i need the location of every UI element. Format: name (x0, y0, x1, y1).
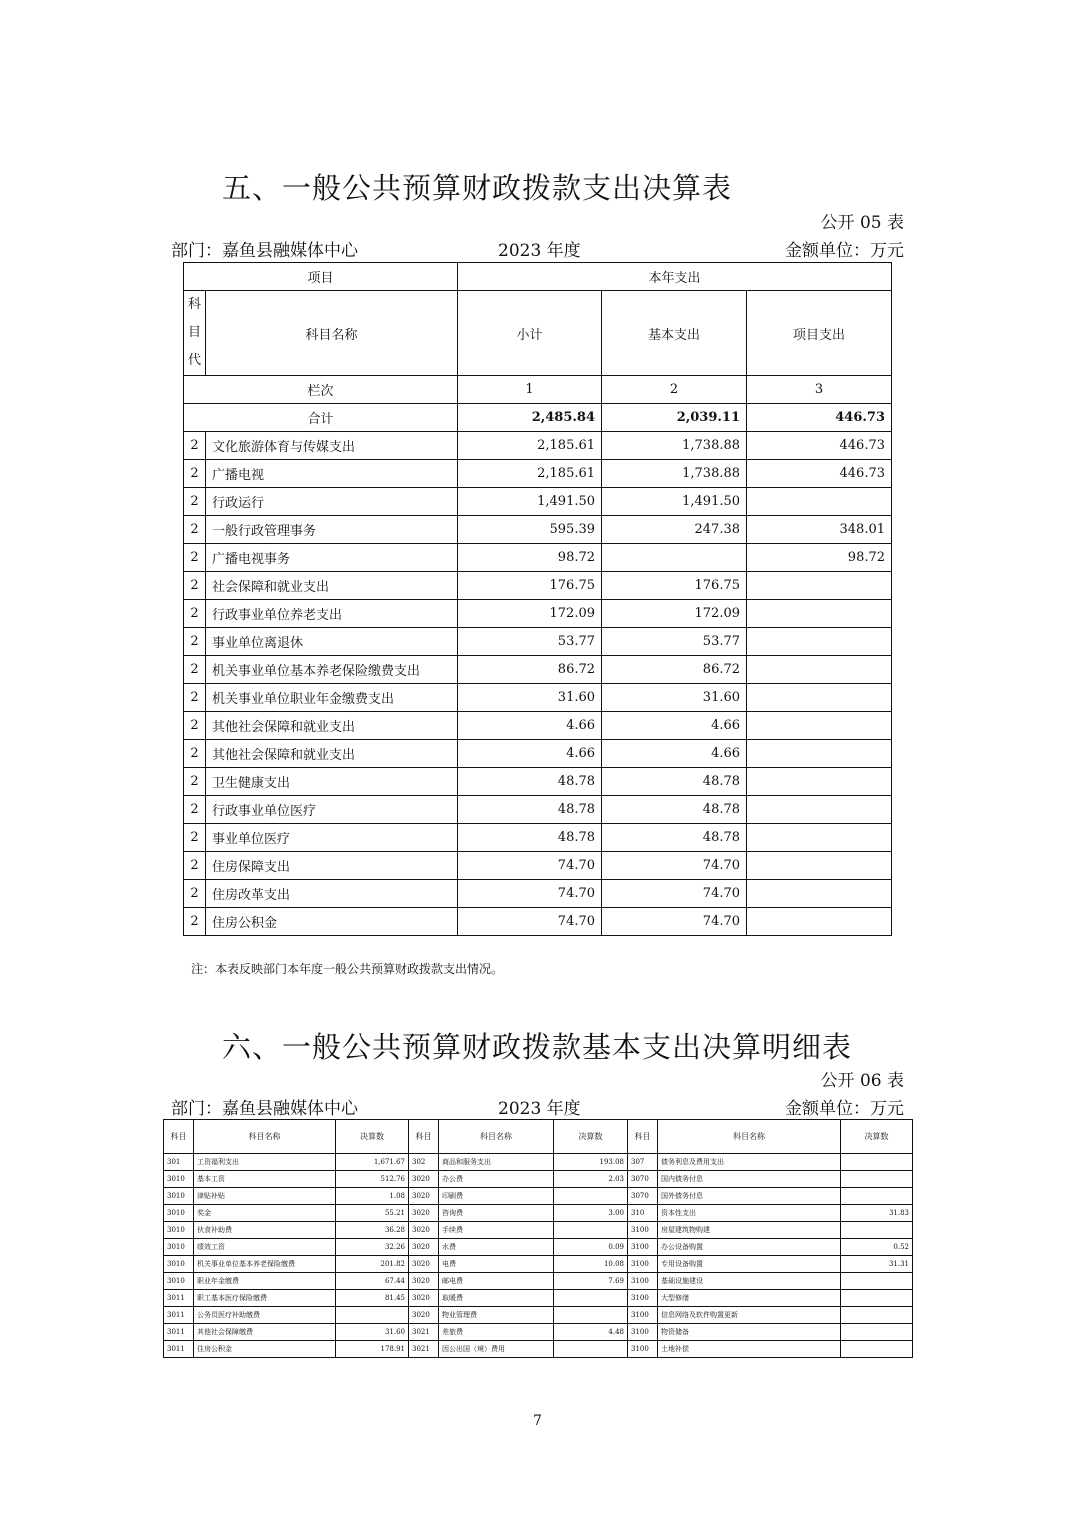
t5-table-code: 公开 05 表 (820, 213, 904, 233)
t5-table-row (184, 796, 892, 824)
t5-header-item: 项目 (184, 263, 458, 291)
t6-table-row (164, 1273, 913, 1290)
t6-amount: 1,671.67 (336, 1154, 409, 1171)
t5-row-code: 2 (184, 740, 206, 768)
t6-code: 3010 (164, 1256, 194, 1273)
t5-row-subject-name: 社会保障和就业支出 (206, 572, 458, 600)
t6-code: 301 (164, 1154, 194, 1171)
t5-table (183, 262, 892, 936)
t6-amount: 10.08 (554, 1256, 628, 1273)
t6-amount (336, 1307, 409, 1324)
t5-department: 部门：嘉鱼县融媒体中心 (171, 241, 358, 261)
t6-code: 3100 (628, 1273, 658, 1290)
t5-row-code: 2 (184, 824, 206, 852)
t6-subject-name: 债务利息及费用支出 (658, 1154, 841, 1171)
t6-code: 3011 (164, 1341, 194, 1358)
t6-subject-name: 信息网络及软件购置更新 (658, 1307, 841, 1324)
t6-code: 302 (409, 1154, 439, 1171)
t6-table-row (164, 1290, 913, 1307)
t5-row-basic: 4.66 (602, 740, 747, 768)
t5-row-basic: 74.70 (602, 880, 747, 908)
t6-code: 3070 (628, 1188, 658, 1205)
t5-row-project (747, 796, 892, 824)
t5-table-row (184, 880, 892, 908)
t5-row-code: 2 (184, 600, 206, 628)
t6-amount (841, 1290, 913, 1307)
t6-code: 3020 (409, 1188, 439, 1205)
t6-amount (841, 1307, 913, 1324)
t6-subject-name: 津贴补贴 (194, 1188, 336, 1205)
t5-table-row (184, 824, 892, 852)
t5-row-basic: 48.78 (602, 824, 747, 852)
t5-row-project (747, 600, 892, 628)
t5-table-row (184, 684, 892, 712)
t5-row-subject-name: 住房改革支出 (206, 880, 458, 908)
t5-row-code: 2 (184, 684, 206, 712)
t6-amount: 0.52 (841, 1239, 913, 1256)
t5-row-basic: 1,738.88 (602, 460, 747, 488)
t6-subject-name: 房屋建筑物购建 (658, 1222, 841, 1239)
t5-col-number: 2 (602, 376, 747, 404)
t5-row-basic: 74.70 (602, 908, 747, 936)
t6-year: 2023 年度 (498, 1099, 581, 1119)
t5-table-row (184, 740, 892, 768)
t6-amount (841, 1222, 913, 1239)
t5-row-subject-name: 广播电视事务 (206, 544, 458, 572)
t5-row-subject-name: 文化旅游体育与传媒支出 (206, 432, 458, 460)
t5-row-project (747, 740, 892, 768)
t5-row-code: 2 (184, 712, 206, 740)
t5-row-code: 2 (184, 460, 206, 488)
t6-table-row (164, 1307, 913, 1324)
t5-row-subtotal: 2,185.61 (458, 460, 602, 488)
t5-table-row (184, 852, 892, 880)
t6-subject-name: 电费 (439, 1256, 554, 1273)
t6-subject-name: 绩效工资 (194, 1239, 336, 1256)
t6-header-name: 科目名称 (194, 1120, 336, 1154)
t5-row-basic: 31.60 (602, 684, 747, 712)
t5-row-subject-name: 机关事业单位职业年金缴费支出 (206, 684, 458, 712)
t5-row-subtotal: 48.78 (458, 824, 602, 852)
t6-subject-name: 差旅费 (439, 1324, 554, 1341)
t6-code: 3100 (628, 1222, 658, 1239)
t5-row-number-label: 栏次 (184, 376, 458, 404)
t5-row-subject-name: 其他社会保障和就业支出 (206, 740, 458, 768)
t5-row-subject-name: 广播电视 (206, 460, 458, 488)
t6-subject-name: 奖金 (194, 1205, 336, 1222)
t5-header-subtotal: 小计 (458, 291, 602, 376)
t6-code: 3100 (628, 1239, 658, 1256)
t6-subject-name: 物业管理费 (439, 1307, 554, 1324)
t6-subject-name: 土地补偿 (658, 1341, 841, 1358)
t5-row-basic: 176.75 (602, 572, 747, 600)
t6-header-code: 科目 (628, 1120, 658, 1154)
t6-subject-name: 职业年金缴费 (194, 1273, 336, 1290)
t6-subject-name: 工资福利支出 (194, 1154, 336, 1171)
t6-amount: 201.82 (336, 1256, 409, 1273)
t5-row-project (747, 572, 892, 600)
t5-table-row (184, 544, 892, 572)
t6-subject-name: 邮电费 (439, 1273, 554, 1290)
t5-row-code: 2 (184, 516, 206, 544)
t5-row-subtotal: 53.77 (458, 628, 602, 656)
t6-code: 3020 (409, 1222, 439, 1239)
t6-code: 3020 (409, 1290, 439, 1307)
t6-code: 3020 (409, 1171, 439, 1188)
t5-row-subtotal: 98.72 (458, 544, 602, 572)
t5-row-project (747, 880, 892, 908)
t6-subject-name: 公务员医疗补助缴费 (194, 1307, 336, 1324)
t5-total-project: 446.73 (747, 404, 892, 432)
t5-row-subject-name: 行政事业单位医疗 (206, 796, 458, 824)
t5-row-code: 2 (184, 852, 206, 880)
t5-row-subtotal: 86.72 (458, 656, 602, 684)
t5-row-project: 446.73 (747, 460, 892, 488)
t5-row-project: 446.73 (747, 432, 892, 460)
t6-department: 部门：嘉鱼县融媒体中心 (171, 1099, 358, 1119)
t5-row-basic: 53.77 (602, 628, 747, 656)
t5-row-code: 2 (184, 768, 206, 796)
t6-amount (841, 1188, 913, 1205)
t5-row-code: 2 (184, 656, 206, 684)
t5-row-subject-name: 卫生健康支出 (206, 768, 458, 796)
t6-header-amount: 决算数 (554, 1120, 628, 1154)
t6-table-row (164, 1239, 913, 1256)
t6-subject-name: 水费 (439, 1239, 554, 1256)
t6-subject-name: 伙食补助费 (194, 1222, 336, 1239)
t5-row-project (747, 712, 892, 740)
t6-subject-name: 国内债务付息 (658, 1171, 841, 1188)
t6-code: 3070 (628, 1171, 658, 1188)
t5-row-project (747, 656, 892, 684)
t6-code: 3011 (164, 1290, 194, 1307)
t5-table-row (184, 572, 892, 600)
t5-title: 五、一般公共预算财政拨款支出决算表 (222, 171, 733, 205)
t6-amount: 31.83 (841, 1205, 913, 1222)
t6-code: 3100 (628, 1324, 658, 1341)
t5-row-code: 2 (184, 544, 206, 572)
t6-amount-unit: 金额单位：万元 (785, 1099, 904, 1119)
t5-row-basic: 4.66 (602, 712, 747, 740)
t5-row-code: 2 (184, 880, 206, 908)
t6-amount (554, 1290, 628, 1307)
t5-row-basic: 48.78 (602, 796, 747, 824)
t6-subject-name: 专用设备购置 (658, 1256, 841, 1273)
t6-amount (554, 1341, 628, 1358)
t6-table-row (164, 1171, 913, 1188)
t5-table-row (184, 600, 892, 628)
t6-amount: 31.60 (336, 1324, 409, 1341)
t5-row-code: 2 (184, 572, 206, 600)
t6-amount: 193.08 (554, 1154, 628, 1171)
t6-subject-name: 咨询费 (439, 1205, 554, 1222)
t6-amount: 31.31 (841, 1256, 913, 1273)
t5-row-code: 2 (184, 796, 206, 824)
t5-row-project (747, 852, 892, 880)
t6-subject-name: 印刷费 (439, 1188, 554, 1205)
t5-row-basic: 48.78 (602, 768, 747, 796)
t5-row-basic: 1,491.50 (602, 488, 747, 516)
t6-amount (841, 1171, 913, 1188)
t5-total-subtotal: 2,485.84 (458, 404, 602, 432)
t5-total-label: 合计 (184, 404, 458, 432)
t5-row-code: 2 (184, 628, 206, 656)
t6-code: 3020 (409, 1239, 439, 1256)
t5-row-subtotal: 1,491.50 (458, 488, 602, 516)
t5-row-basic: 74.70 (602, 852, 747, 880)
t6-code: 307 (628, 1154, 658, 1171)
t6-table-row (164, 1154, 913, 1171)
t5-row-basic: 1,738.88 (602, 432, 747, 460)
t6-amount: 3.00 (554, 1205, 628, 1222)
t6-code: 3011 (164, 1324, 194, 1341)
t5-table-row (184, 460, 892, 488)
t6-code: 3020 (409, 1307, 439, 1324)
t6-amount (554, 1222, 628, 1239)
t6-code: 3010 (164, 1239, 194, 1256)
t5-col-number: 1 (458, 376, 602, 404)
t6-subject-name: 手续费 (439, 1222, 554, 1239)
t6-code: 3100 (628, 1290, 658, 1307)
t5-row-subject-name: 行政运行 (206, 488, 458, 516)
t5-row-subject-name: 住房公积金 (206, 908, 458, 936)
t6-amount: 0.09 (554, 1239, 628, 1256)
t6-table-row (164, 1324, 913, 1341)
t5-row-project (747, 628, 892, 656)
page-number: 7 (533, 1413, 542, 1429)
t6-amount (841, 1324, 913, 1341)
t5-table-row (184, 628, 892, 656)
t5-row-code: 2 (184, 488, 206, 516)
t5-row-subtotal: 2,185.61 (458, 432, 602, 460)
t6-code: 3011 (164, 1307, 194, 1324)
t6-amount: 4.48 (554, 1324, 628, 1341)
t6-code: 3010 (164, 1205, 194, 1222)
t5-row-project (747, 768, 892, 796)
t5-row-subtotal: 595.39 (458, 516, 602, 544)
t6-amount: 512.76 (336, 1171, 409, 1188)
t6-title: 六、一般公共预算财政拨款基本支出决算明细表 (222, 1030, 853, 1064)
t6-amount: 81.45 (336, 1290, 409, 1307)
t5-row-subtotal: 74.70 (458, 852, 602, 880)
t5-total-basic: 2,039.11 (602, 404, 747, 432)
t6-amount: 7.69 (554, 1273, 628, 1290)
t6-header-name: 科目名称 (439, 1120, 554, 1154)
t6-header-name: 科目名称 (658, 1120, 841, 1154)
t6-code: 3020 (409, 1273, 439, 1290)
t5-row-project: 98.72 (747, 544, 892, 572)
t5-row-project: 348.01 (747, 516, 892, 544)
t6-table-row (164, 1188, 913, 1205)
t5-row-subtotal: 4.66 (458, 712, 602, 740)
t6-header-code: 科目 (409, 1120, 439, 1154)
t5-row-subtotal: 176.75 (458, 572, 602, 600)
t5-header-code-char: 目 (187, 325, 201, 340)
t5-row-subject-name: 机关事业单位基本养老保险缴费支出 (206, 656, 458, 684)
t5-header-code (184, 291, 206, 376)
t6-subject-name: 机关事业单位基本养老保险缴费 (194, 1256, 336, 1273)
t6-code: 3010 (164, 1273, 194, 1290)
t6-code: 3010 (164, 1188, 194, 1205)
t5-table-row (184, 712, 892, 740)
t5-table-row (184, 656, 892, 684)
t5-table-row (184, 432, 892, 460)
t6-code: 3021 (409, 1341, 439, 1358)
t5-col-number: 3 (747, 376, 892, 404)
t5-row-subtotal: 172.09 (458, 600, 602, 628)
t5-row-subject-name: 一般行政管理事务 (206, 516, 458, 544)
t5-row-subtotal: 31.60 (458, 684, 602, 712)
t6-amount: 55.21 (336, 1205, 409, 1222)
t5-row-code: 2 (184, 432, 206, 460)
t6-code: 3100 (628, 1341, 658, 1358)
t6-code: 310 (628, 1205, 658, 1222)
t6-subject-name: 大型修缮 (658, 1290, 841, 1307)
t6-table-row (164, 1222, 913, 1239)
t5-row-subject-name: 事业单位医疗 (206, 824, 458, 852)
t6-table-row (164, 1341, 913, 1358)
t5-table-row (184, 768, 892, 796)
t6-subject-name: 其他社会保障缴费 (194, 1324, 336, 1341)
t6-header-amount: 决算数 (336, 1120, 409, 1154)
t5-table-row (184, 488, 892, 516)
t6-subject-name: 住房公积金 (194, 1341, 336, 1358)
t6-code: 3021 (409, 1324, 439, 1341)
t6-amount: 32.26 (336, 1239, 409, 1256)
t6-table-code: 公开 06 表 (820, 1071, 904, 1091)
t5-header-subject-name: 科目名称 (206, 291, 458, 376)
t6-amount (841, 1273, 913, 1290)
t5-row-code: 2 (184, 908, 206, 936)
t6-subject-name: 基础设施建设 (658, 1273, 841, 1290)
t5-row-subtotal: 74.70 (458, 908, 602, 936)
t6-subject-name: 国外债务付息 (658, 1188, 841, 1205)
t6-table-row (164, 1205, 913, 1222)
t6-code: 3020 (409, 1256, 439, 1273)
t6-amount: 1.08 (336, 1188, 409, 1205)
t5-year: 2023 年度 (498, 241, 581, 261)
t6-subject-name: 取暖费 (439, 1290, 554, 1307)
t6-subject-name: 物资储备 (658, 1324, 841, 1341)
t6-amount (841, 1341, 913, 1358)
t5-row-project (747, 684, 892, 712)
t5-table-row (184, 516, 892, 544)
t5-row-subject-name: 住房保障支出 (206, 852, 458, 880)
t5-row-subject-name: 行政事业单位养老支出 (206, 600, 458, 628)
t5-row-subtotal: 74.70 (458, 880, 602, 908)
t6-header-code: 科目 (164, 1120, 194, 1154)
t6-subject-name: 因公出国（境）费用 (439, 1341, 554, 1358)
t6-table-row (164, 1256, 913, 1273)
t6-subject-name: 商品和服务支出 (439, 1154, 554, 1171)
t5-row-subject-name: 事业单位离退休 (206, 628, 458, 656)
t5-row-basic: 247.38 (602, 516, 747, 544)
t5-header-code-char: 代 (187, 353, 201, 368)
t6-table (163, 1119, 913, 1358)
t5-row-subtotal: 4.66 (458, 740, 602, 768)
t5-row-basic: 86.72 (602, 656, 747, 684)
t6-header-amount: 决算数 (841, 1120, 913, 1154)
t6-subject-name: 资本性支出 (658, 1205, 841, 1222)
t6-code: 3100 (628, 1307, 658, 1324)
t6-code: 3010 (164, 1222, 194, 1239)
t5-row-basic (602, 544, 747, 572)
t6-amount: 178.91 (336, 1341, 409, 1358)
t5-header-code-char: 科 (187, 297, 201, 312)
t6-amount: 36.28 (336, 1222, 409, 1239)
t5-row-project (747, 908, 892, 936)
t6-subject-name: 基本工资 (194, 1171, 336, 1188)
t5-footnote: 注：本表反映部门本年度一般公共预算财政拨款支出情况。 (191, 962, 504, 976)
t6-amount (554, 1307, 628, 1324)
t5-header-basic: 基本支出 (602, 291, 747, 376)
t6-code: 3100 (628, 1256, 658, 1273)
t5-amount-unit: 金额单位：万元 (785, 241, 904, 261)
t5-table-row (184, 908, 892, 936)
t5-row-project (747, 488, 892, 516)
t5-row-project (747, 824, 892, 852)
t6-subject-name: 职工基本医疗保险缴费 (194, 1290, 336, 1307)
t5-header-current-expense: 本年支出 (458, 263, 892, 291)
t6-amount: 2.03 (554, 1171, 628, 1188)
t5-row-subject-name: 其他社会保障和就业支出 (206, 712, 458, 740)
t5-header-project: 项目支出 (747, 291, 892, 376)
t6-code: 3020 (409, 1205, 439, 1222)
t6-subject-name: 办公设备购置 (658, 1239, 841, 1256)
t6-amount (841, 1154, 913, 1171)
t6-code: 3010 (164, 1171, 194, 1188)
t5-row-subtotal: 48.78 (458, 768, 602, 796)
t6-subject-name: 办公费 (439, 1171, 554, 1188)
t5-row-basic: 172.09 (602, 600, 747, 628)
t6-amount: 67.44 (336, 1273, 409, 1290)
t5-row-subtotal: 48.78 (458, 796, 602, 824)
t6-amount (554, 1188, 628, 1205)
